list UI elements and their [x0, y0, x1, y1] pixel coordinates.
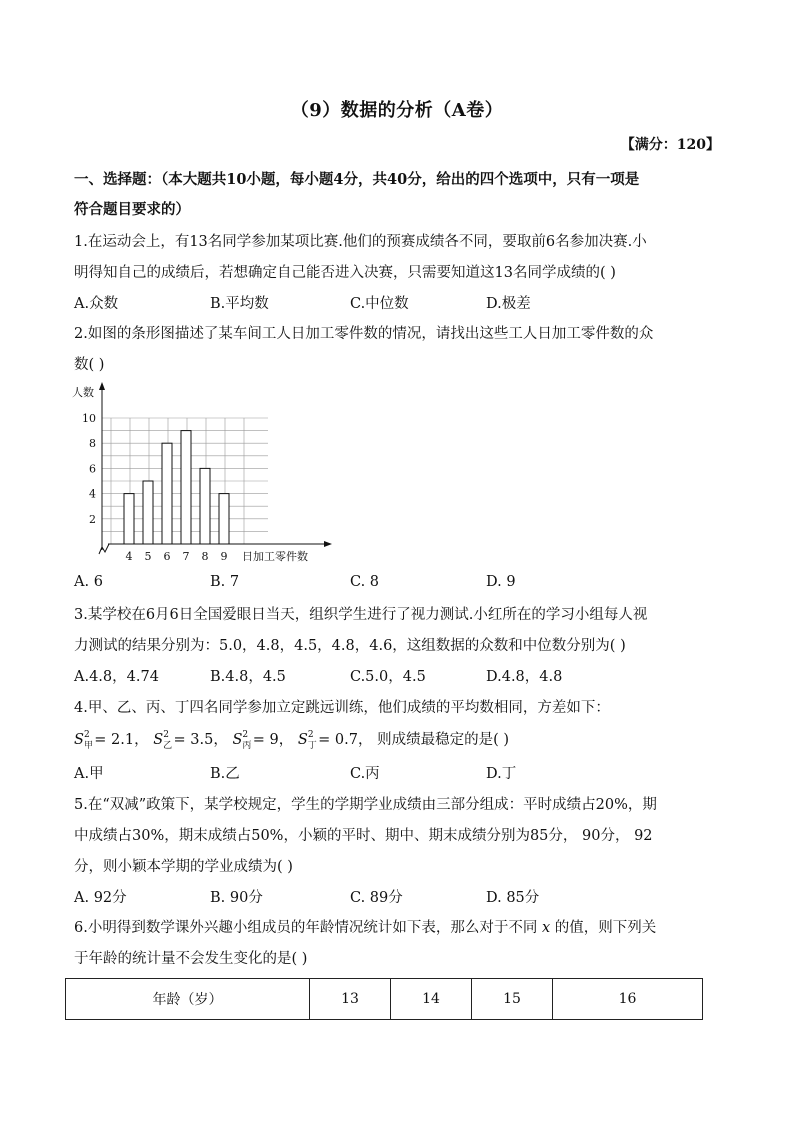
x-axis-title: 日加工零件数	[242, 550, 308, 563]
q4-option-d[interactable]: D.丁	[486, 766, 517, 782]
x-tick-label: 6	[163, 550, 171, 563]
y-tick-label: 10	[82, 412, 96, 425]
q3-text-line1: 3.某学校在6月6日全国爱眼日当天，组织学生进行了视力测试.小红所在的学习小组每人视	[74, 607, 648, 623]
x-tick-label: 5	[144, 550, 152, 563]
y-tick-label: 4	[89, 487, 96, 501]
q4-text-line1: 4.甲、乙、丙、丁四名同学参加立定跳远训练，他们成绩的平均数相同，方差如下：	[74, 700, 610, 716]
age-cell-13: 13	[310, 979, 391, 1020]
q3-option-d[interactable]: D.4.8，4.8	[486, 669, 563, 685]
x-tick-label: 4	[125, 550, 133, 563]
q2-option-d[interactable]: D. 9	[486, 574, 516, 590]
x-axis-arrow	[324, 541, 332, 547]
y-tick-label: 2	[89, 512, 96, 526]
q5-text-line2: 中成绩占30%，期末成绩占50%，小颖的平时、期中、期末成绩分别为85分， 90分， 92	[74, 828, 653, 844]
q4-options	[74, 762, 724, 784]
q3-text-line2: 力测试的结果分别为：5.0，4.8，4.5，4.8，4.6，这组数据的众数和中位数分别为( )	[74, 638, 626, 654]
q3-option-a[interactable]: A.4.8，4.74	[74, 669, 159, 685]
section-instruction-line1: 一、选择题：（本大题共10小题，每小题4分，共40分，给出的四个选项中，只有一项是	[74, 171, 640, 188]
full-score-label: 【满分：120】	[620, 137, 720, 153]
q1-option-d[interactable]: D.极差	[486, 296, 531, 312]
q2-option-a[interactable]: A. 6	[74, 574, 103, 590]
q1-text-line2: 明得知自己的成绩后，若想确定自己能否进入决赛，只需要知道这13名同学成绩的( )	[74, 265, 616, 281]
q1-option-c[interactable]: C.中位数	[350, 296, 409, 312]
q5-option-d[interactable]: D. 85分	[486, 890, 540, 906]
x-tick-label: 7	[182, 550, 190, 563]
age-cell-16: 16	[553, 979, 703, 1020]
age-cell-15: 15	[472, 979, 553, 1020]
age-header-cell: 年龄（岁）	[66, 979, 310, 1020]
section-instruction-line2: 符合题目要求的）	[74, 201, 190, 218]
y-tick-label: 6	[89, 462, 96, 476]
y-axis-title: 人数	[72, 386, 94, 399]
q4-option-b[interactable]: B.乙	[210, 766, 240, 782]
y-axis-arrow	[99, 382, 105, 390]
q3-options	[74, 665, 724, 687]
q4-option-a[interactable]: A.甲	[74, 766, 104, 782]
q5-options	[74, 886, 724, 908]
chart-bar	[181, 431, 191, 544]
chart-bar	[162, 443, 172, 544]
y-tick-label: 8	[89, 437, 96, 451]
q5-option-c[interactable]: C. 89分	[350, 890, 403, 906]
q5-text-line1: 5.在“双减”政策下，某学校规定，学生的学期学业成绩由三部分组成：平时成绩占20%，期	[74, 797, 657, 813]
q2-text-line2: 数( )	[74, 357, 105, 373]
q1-option-b[interactable]: B.平均数	[210, 296, 269, 312]
x-tick-label: 9	[220, 550, 228, 563]
chart-bar	[219, 494, 229, 544]
q1-text-line1: 1.在运动会上，有13名同学参加某项比赛.他们的预赛成绩各不同，要取前6名参加决赛.小	[74, 234, 647, 250]
q5-text-line3: 分，则小颖本学期的学业成绩为( )	[74, 859, 293, 875]
axis-break-icon	[99, 544, 109, 554]
bar-chart	[72, 378, 342, 570]
q2-options	[74, 574, 724, 596]
q4-option-c[interactable]: C.丙	[350, 766, 380, 782]
q1-option-a[interactable]: A.众数	[74, 296, 119, 312]
page-title: （9）数据的分析（A卷）	[290, 100, 504, 121]
q2-option-c[interactable]: C. 8	[350, 574, 380, 590]
q5-option-b[interactable]: B. 90分	[210, 890, 263, 906]
q5-option-a[interactable]: A. 92分	[74, 890, 127, 906]
table-row	[66, 979, 703, 1020]
q1-options	[74, 292, 724, 314]
age-cell-14: 14	[391, 979, 472, 1020]
chart-bar	[124, 494, 134, 544]
q2-option-b[interactable]: B. 7	[210, 574, 240, 590]
x-tick-label: 8	[201, 550, 209, 563]
chart-bar	[200, 468, 210, 544]
age-table	[65, 978, 703, 1020]
q4-variance-line: $S_甲^2 = 2.1$， $S_乙^2 = 3.5$， $S_丙^2 = 9$， $S_丁^2 = 0.7$， 则成绩最稳定的是( )	[74, 730, 510, 751]
q3-option-c[interactable]: C.5.0，4.5	[350, 669, 426, 685]
q6-text-line1: 6.小明得到数学课外兴趣小组成员的年龄情况统计如下表，那么对于不同 x 的值，则下列关	[74, 920, 657, 936]
q2-text-line1: 2.如图的条形图描述了某车间工人日加工零件数的情况，请找出这些工人日加工零件数的众	[74, 326, 654, 342]
chart-bars	[124, 431, 229, 544]
chart-bar	[143, 481, 153, 544]
q6-text-line2: 于年龄的统计量不会发生变化的是( )	[74, 951, 308, 967]
q3-option-b[interactable]: B.4.8，4.5	[210, 669, 286, 685]
